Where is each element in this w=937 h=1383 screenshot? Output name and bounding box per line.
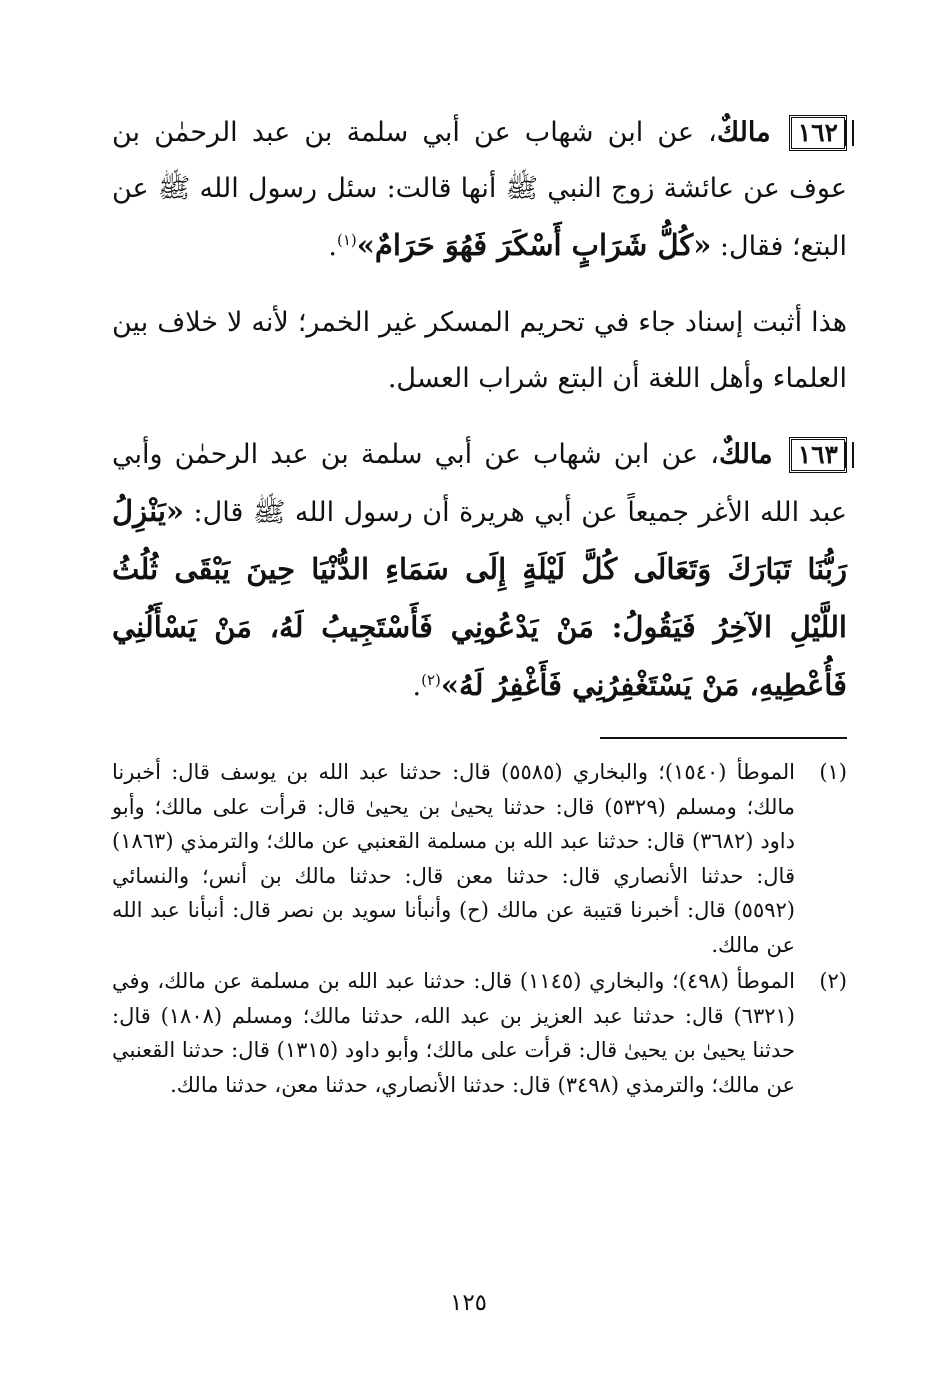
footnote-text: الموطأ (١٥٤٠)؛ والبخاري (٥٥٨٥) قال: حدثنا عبد الله بن يوسف قال: أخبرنا مالك؛ ومسلم (٥٣٢٩) قال: حدثنا يحيىٰ بن يحيىٰ قال: قرأت على مالك؛ وأبو داود (٣٦٨٢) قال: حدثنا عبد الله بن مسلمة القعنبي عن مالك؛ والترمذي (١٨٦٣) قال: حدثنا الأنصاري قال: حدثنا معن قال: حدثنا مالك بن أنس؛ والنسائي (٥٥٩٢) قال: أخبرنا قتيبة عن مالك (ح) وأنبأنا سويد بن نصر قال: أنبأنا عبد الله عن مالك. (112, 760, 796, 957)
hadith-chain-text: ، عن ابن شهاب عن أبي سلمة بن عبد الرحمٰن وأبي عبد الله الأغر جميعاً عن أبي هريرة أن رسول الله ﷺ قال: (112, 439, 847, 528)
hadith-chain-text: ، عن ابن شهاب عن أبي سلمة بن عبد الرحمٰن بن عوف عن عائشة زوج النبي ﷺ أنها قالت: سئل رسول الله ﷺ عن البتع؛ فقال: (112, 117, 847, 262)
sentence-end: . (412, 671, 422, 702)
hadith-number-box: ١٦٣ (789, 437, 847, 473)
hadith-number-box: ١٦٢ (789, 115, 847, 151)
hadith-162 (112, 105, 847, 275)
footnotes (112, 755, 847, 1104)
footnote-separator (600, 737, 847, 739)
footnote-item (112, 964, 847, 1102)
page-number: ١٢٥ (449, 1290, 488, 1316)
footnote-text: الموطأ (٤٩٨)؛ والبخاري (١١٤٥) قال: حدثنا عبد الله بن مسلمة عن مالك، وفي (٦٣٢١) قال: حدثنا عبد العزيز بن عبد الله، حدثنا مالك؛ ومسلم (١٨٠٨) قال: حدثنا يحيىٰ بن يحيىٰ قال: قرأت على مالك؛ وأبو داود (١٣١٥) قال: حدثنا القعنبي عن مالك؛ والترمذي (٣٤٩٨) قال: حدثنا الأنصاري، حدثنا معن، حدثنا مالك. (112, 969, 796, 1097)
narrator-name: مالكٌ (718, 439, 773, 470)
footnote-number: (١) (819, 760, 847, 784)
main-text (112, 105, 847, 715)
footnote-ref: (٢) (421, 671, 441, 689)
hadith-quote: «يَنْزِلُ رَبُّنَا تَبَارَكَ وَتَعَالَى كُلَّ لَيْلَةٍ إِلَى سَمَاءِ الدُّنْيَا حِينَ يَبْقَى ثُلُثُ اللَّيْلِ الآخِرُ فَيَقُولُ: مَنْ يَدْعُونِي فَأَسْتَجِيبُ لَهُ، مَنْ يَسْأَلُنِي فَأُعْطِيهِ، مَنْ يَسْتَغْفِرُنِي فَأَغْفِرُ لَهُ» (112, 494, 847, 702)
hadith-quote: «كُلُّ شَرَابٍ أَسْكَرَ فَهُوَ حَرَامٌ» (356, 228, 712, 262)
sentence-end: . (328, 231, 337, 262)
footnote-ref: (١) (336, 231, 357, 249)
hadith-163 (112, 427, 847, 715)
narrator-name: مالكٌ (716, 117, 771, 148)
commentary-paragraph: هذا أثبت إسناد جاء في تحريم المسكر غير الخمر؛ لأنه لا خلاف بين العلماء وأهل اللغة أن البتع شراب العسل. (112, 307, 847, 394)
footnote-number: (٢) (819, 969, 847, 993)
footnote-item (112, 755, 847, 962)
